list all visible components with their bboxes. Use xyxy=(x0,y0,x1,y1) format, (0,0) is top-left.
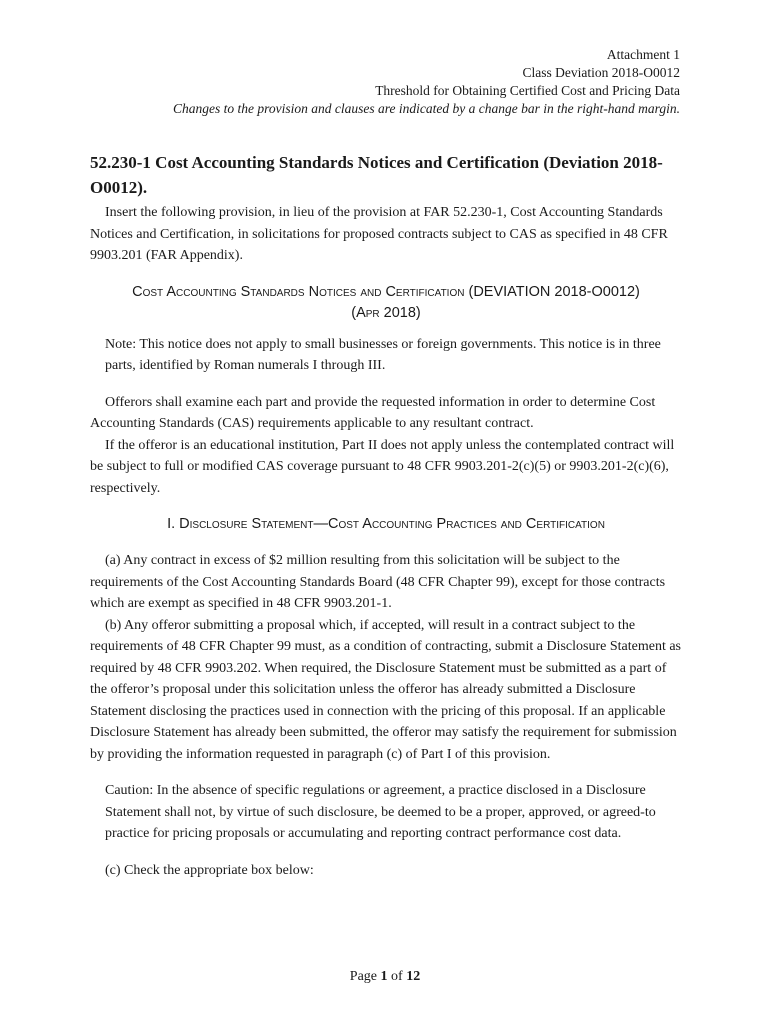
header-attachment: Attachment 1 xyxy=(606,47,680,62)
provision-title xyxy=(90,282,682,324)
footer-page-label: Page xyxy=(349,969,378,984)
provision-title-line1: Cost Accounting Standards Notices and Certification (DEVIATION 2018-O0012) xyxy=(132,283,640,300)
page-header xyxy=(40,46,680,118)
intro-paragraph: Insert the following provision, in lieu of the provision at FAR 52.230-1, Cost Accounting Standards Notices and Certification, in solicitations for proposed contracts subject to CAS as specified in 48 CFR 9903.201 (FAR Appendix). xyxy=(90,205,668,263)
paragraph-educational: If the offeror is an educational institution, Part II does not apply unless the contemplated contract will be subject to full or modified CAS coverage pursuant to 48 CFR 9903.201-2(c)(5) or 9903.201-2(c)(6), respectively. xyxy=(90,437,675,496)
footer-page-number: 1 xyxy=(380,969,388,984)
paragraph-c: (c) Check the appropriate box below: xyxy=(105,862,314,878)
note-paragraph: Note: This notice does not apply to small businesses or foreign governments. This notice is in three parts, identified by Roman numerals I through III. xyxy=(105,336,661,373)
footer-total-pages: 12 xyxy=(406,969,421,984)
paragraph-b: (b) Any offeror submitting a proposal which, if accepted, will result in a contract subject to the requirements of 48 CFR Chapter 99 must, as a condition of contracting, submit a Disclosure Statement as required by 48 CFR 9903.202. When required, the Disclosure Statement must be submitted as a part of the offeror’s proposal under this solicitation unless the offeror has already submitted a Disclosure Statement disclosing the practices used in connection with the pricing of this proposal. If an applicable Disclosure Statement has already been submitted, the offeror may satisfy the requirement for submission by providing the information requested in paragraph (c) of Part I of this provision. xyxy=(90,617,682,762)
caution-paragraph: Caution: In the absence of specific regulations or agreement, a practice disclosed in a Disclosure Statement shall not, by virtue of such disclosure, be deemed to be a proper, approved, or agreed-to practice for pricing proposals or accumulating and reporting contract performance cost data. xyxy=(105,783,656,841)
page-footer xyxy=(0,966,770,988)
header-subject: Threshold for Obtaining Certified Cost and Pricing Data xyxy=(375,83,680,98)
document-body xyxy=(90,150,682,881)
paragraph-a: (a) Any contract in excess of $2 million resulting from this solicitation will be subject to the requirements of the Cost Accounting Standards Board (48 CFR Chapter 99), except for those contracts which are exempt as specified in 48 CFR 9903.201-1. xyxy=(90,553,666,611)
section-title: 52.230-1 Cost Accounting Standards Notices and Certification (Deviation 2018-O0012). xyxy=(90,153,663,197)
provision-title-line2: (Apr 2018) xyxy=(351,304,421,321)
header-deviation: Class Deviation 2018-O0012 xyxy=(522,65,680,80)
footer-of-label: of xyxy=(391,969,403,984)
part-one-title: I. Disclosure Statement—Cost Accounting Practices and Certification xyxy=(167,516,605,532)
paragraph-examine: Offerors shall examine each part and provide the requested information in order to determine Cost Accounting Standards (CAS) requirements applicable to any resultant contract. xyxy=(90,394,656,431)
header-change-note: Changes to the provision and clauses are indicated by a change bar in the right-hand margin. xyxy=(173,101,680,116)
